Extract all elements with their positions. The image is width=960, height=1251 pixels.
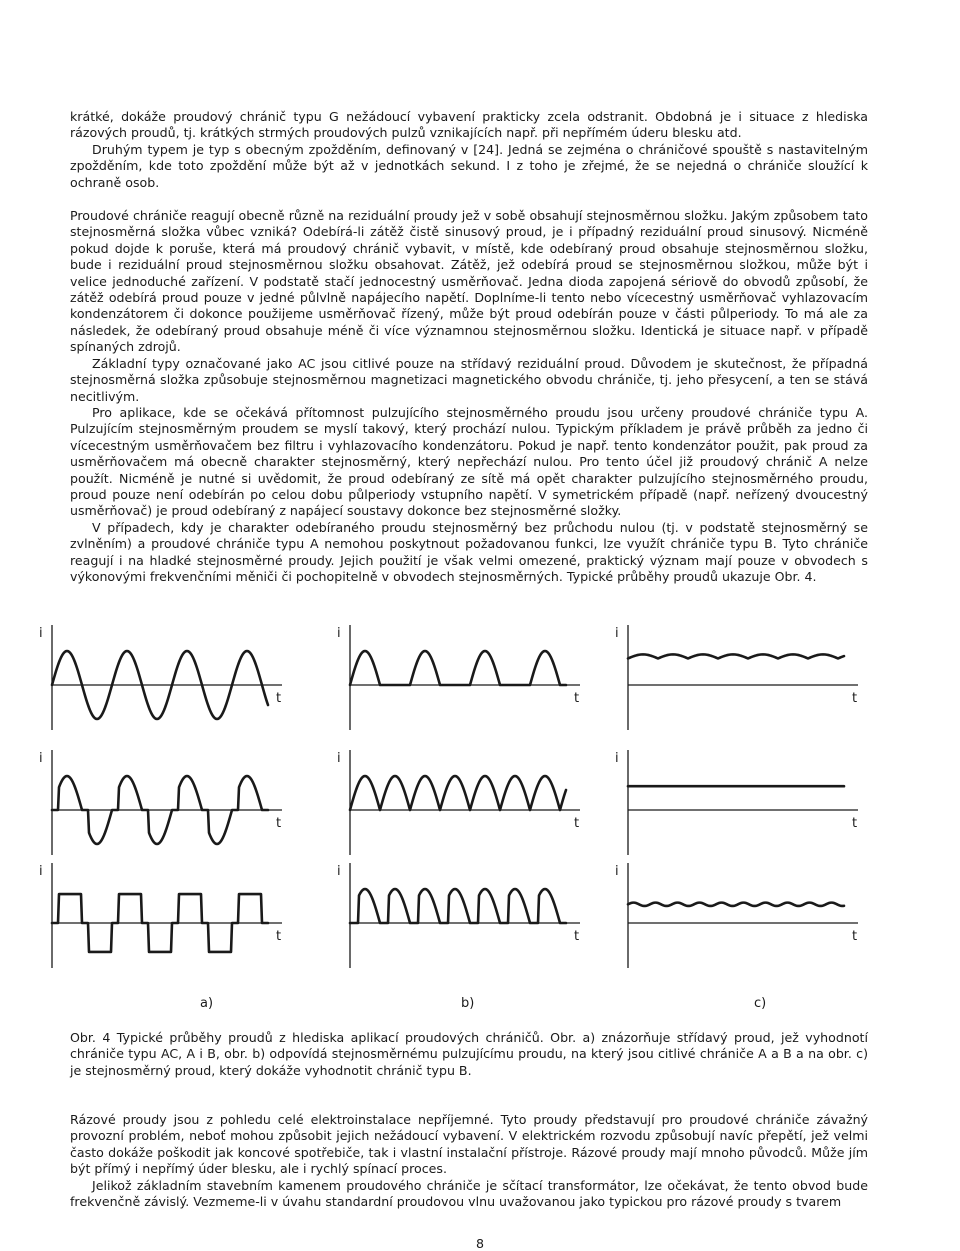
x-axis-label: t bbox=[852, 816, 858, 831]
waveform-figure bbox=[40, 615, 920, 955]
paragraph: Rázové proudy jsou z pohledu celé elektroinstalace nepříjemné. Tyto proudy představují pro proudové chrániče závažný provozní problém, neboť mohou způsobit jejich nežádoucí vybavení. V elektrickém rozvodu způsobují navíc přepětí, jež velmi často dokáže poškodit jak koncové spotřebiče, tak i vlastní instalační přístroje. Rázové proudy mají mnoho původců. Může jím být přímý i nepřímý úder blesku, ale i rychlý spínací proces. bbox=[70, 1112, 868, 1177]
y-axis-label: i bbox=[615, 751, 619, 766]
x-axis-label: t bbox=[852, 929, 858, 944]
x-axis-label: t bbox=[574, 816, 580, 831]
waveform-panel-half-wave-rectified bbox=[337, 625, 580, 730]
waveform-panel-smooth-dc bbox=[615, 750, 858, 855]
axes bbox=[350, 750, 580, 855]
paragraph: Pro aplikace, kde se očekává přítomnost pulzujícího stejnosměrného proudu jsou určeny proudové chrániče typu A. Pulzujícím stejnosměrným proudem se myslí takový, který prochází nulou. Typickým příkladem je právě průběh za jedno či vícecestným usměrňovačem bez filtru i vyhlazovacího kondenzátoru. Pokud je např. tento kondenzátor použit, pak proud za usměrňovačem má obecně charakter stejnosměrný, který nepřechází nulou. Pro tento účel již proudový chránič A nelze použít. Nicméně je nutné si uvědomit, že proud odebíraný ze sítě má opět charakter pulzujícího stejnosměrného proudu, proud pouze není odebírán po celou dobu půlperiody vstupního napětí. V symetrickém případě (např. neřízený dvoucestný usměrňovač) je proud odebíraný z napájecí soustavy dokonce bez stejnosměrné složky. bbox=[70, 404, 868, 519]
x-axis-label: t bbox=[276, 691, 282, 706]
waveform-grid bbox=[40, 615, 920, 955]
axes bbox=[350, 863, 580, 968]
y-axis-label: i bbox=[337, 626, 341, 641]
waveform-panel-ripple-dc bbox=[615, 625, 858, 730]
y-axis-label: i bbox=[337, 751, 341, 766]
y-axis-label: i bbox=[39, 864, 43, 879]
paragraph: Jelikož základním stavebním kamenem proudového chrániče je sčítací transformátor, lze očekávat, že tento obvod bude frekvenčně závislý. Vezmeme-li v úvahu standardní proudovou vlnu uvažovanou jako typickou pro rázové proudy s tvarem bbox=[70, 1177, 868, 1210]
x-axis-label: t bbox=[276, 929, 282, 944]
waveform-curve bbox=[350, 776, 566, 810]
paragraph: Druhým typem je typ s obecným zpožděním, definovaný v [24]. Jedná se zejména o chráničové spouště s nastavitelným zpožděním, kde toto zpoždění může být až v jednotkách sekund. I z toho je zřejmé, že se nejedná o chrániče sloužící k ochraně osob. bbox=[70, 141, 868, 190]
axes bbox=[52, 625, 282, 730]
waveform-panel-phase-controlled-ac bbox=[39, 750, 282, 855]
figure-caption bbox=[70, 1030, 868, 1079]
x-axis-label: t bbox=[852, 691, 858, 706]
axes bbox=[628, 625, 858, 730]
x-axis-label: t bbox=[574, 691, 580, 706]
waveform-panel-chopped-ac bbox=[39, 863, 282, 968]
x-axis-label: t bbox=[574, 929, 580, 944]
y-axis-label: i bbox=[337, 864, 341, 879]
axes bbox=[350, 625, 580, 730]
axes bbox=[628, 863, 858, 968]
axes bbox=[628, 750, 858, 855]
x-axis-label: t bbox=[276, 816, 282, 831]
y-axis-label: i bbox=[39, 626, 43, 641]
waveform-curve bbox=[628, 903, 844, 906]
waveform-panel-full-wave-rectified bbox=[337, 750, 580, 855]
y-axis-label: i bbox=[615, 626, 619, 641]
column-label-a: a) bbox=[200, 996, 214, 1011]
column-label-c: c) bbox=[754, 996, 767, 1011]
page-number: 8 bbox=[475, 1236, 484, 1251]
column-label-b: b) bbox=[461, 996, 475, 1011]
paragraph: Proudové chrániče reagují obecně různě na reziduální proudy jež v sobě obsahují stejnosměrnou složku. Jakým způsobem tato stejnosměrná složka vůbec vzniká? Odebírá-li zátěž čistě sinusový proud, je i případný reziduální proud sinusový. Nicméně pokud dojde k poruše, která má proudový chránič vybavit, v místě, kde odebíraný proud obsahuje stejnosměrnou složku, bude i reziduální proud stejnosměrnou složku obsahovat. Zátěž, jež odebírá proud se stejnosměrnou složkou, může být i velice jednoduché zařízení. V podstatě stačí jednocestný usměrňovač. Jedna dioda zapojená sériově do obvodů způsobí, že zátěž odebírá proud pouze v jedné půlvlně napájecího napětí. Doplníme-li tento nebo vícecestný usměrňovač vyhlazovacím kondenzátorem či dokonce použijeme usměrňovač řízený, může být proud odebírán pouze v části půlperiody. To má ale za následek, že odebíraný proud obsahuje méně či více významnou stejnosměrnou složku. Identická je situace např. v případě spínaných zdrojů. bbox=[70, 208, 868, 355]
axes bbox=[52, 750, 282, 855]
paragraph: V případech, kdy je charakter odebíraného proudu stejnosměrný bez průchodu nulou (tj. v podstatě stejnosměrný se zvlněním) a proudové chrániče typu A nemohou poskytnout požadovanou funkci, lze využít chrániče typu B. Tyto chrániče reagují i na hladké stejnosměrné proudy. Jejich použití je však velmi omezené, praktický význam mají pouze v obvodech s výkonovými frekvenčními měniči či pochopitelně v obvodech stejnosměrných. Typické průběhy proudů ukazuje Obr. 4. bbox=[70, 519, 868, 584]
waveform-panel-phase-controlled-rectified bbox=[337, 863, 580, 968]
waveform-panel-sinusoid bbox=[39, 625, 282, 730]
y-axis-label: i bbox=[615, 864, 619, 879]
body-text-top bbox=[70, 109, 868, 585]
waveform-curve bbox=[350, 651, 566, 685]
body-text-bottom bbox=[70, 1112, 868, 1210]
y-axis-label: i bbox=[39, 751, 43, 766]
caption-text: Obr. 4 Typické průběhy proudů z hlediska aplikací proudových chráničů. Obr. a) znázorňuje střídavý proud, jež vyhodnotí chrániče typu AC, A i B, obr. b) odpovídá stejnosměrnému pulzujícímu proudu, na který jsou citlivé chrániče A a B a na obr. c) je stejnosměrný proud, který dokáže vyhodnotit chránič typu B. bbox=[70, 1030, 868, 1078]
waveform-curve bbox=[350, 889, 566, 923]
waveform-panel-dc-with-small-ripple bbox=[615, 863, 858, 968]
paragraph: Základní typy označované jako AC jsou citlivé pouze na střídavý reziduální proud. Důvodem je skutečnost, že případná stejnosměrná složka způsobuje stejnosměrnou magnetizaci magnetického obvodu chrániče, tj. jeho přesycení, a ten se stává necitlivým. bbox=[70, 355, 868, 404]
waveform-curve bbox=[628, 654, 844, 658]
paragraph: krátké, dokáže proudový chránič typu G nežádoucí vybavení prakticky zcela odstranit. Obdobná je i situace z hlediska rázových proudů, tj. krátkých strmých proudových pulzů vznikajících např. při nepřímém úderu blesku atd. bbox=[70, 109, 868, 141]
